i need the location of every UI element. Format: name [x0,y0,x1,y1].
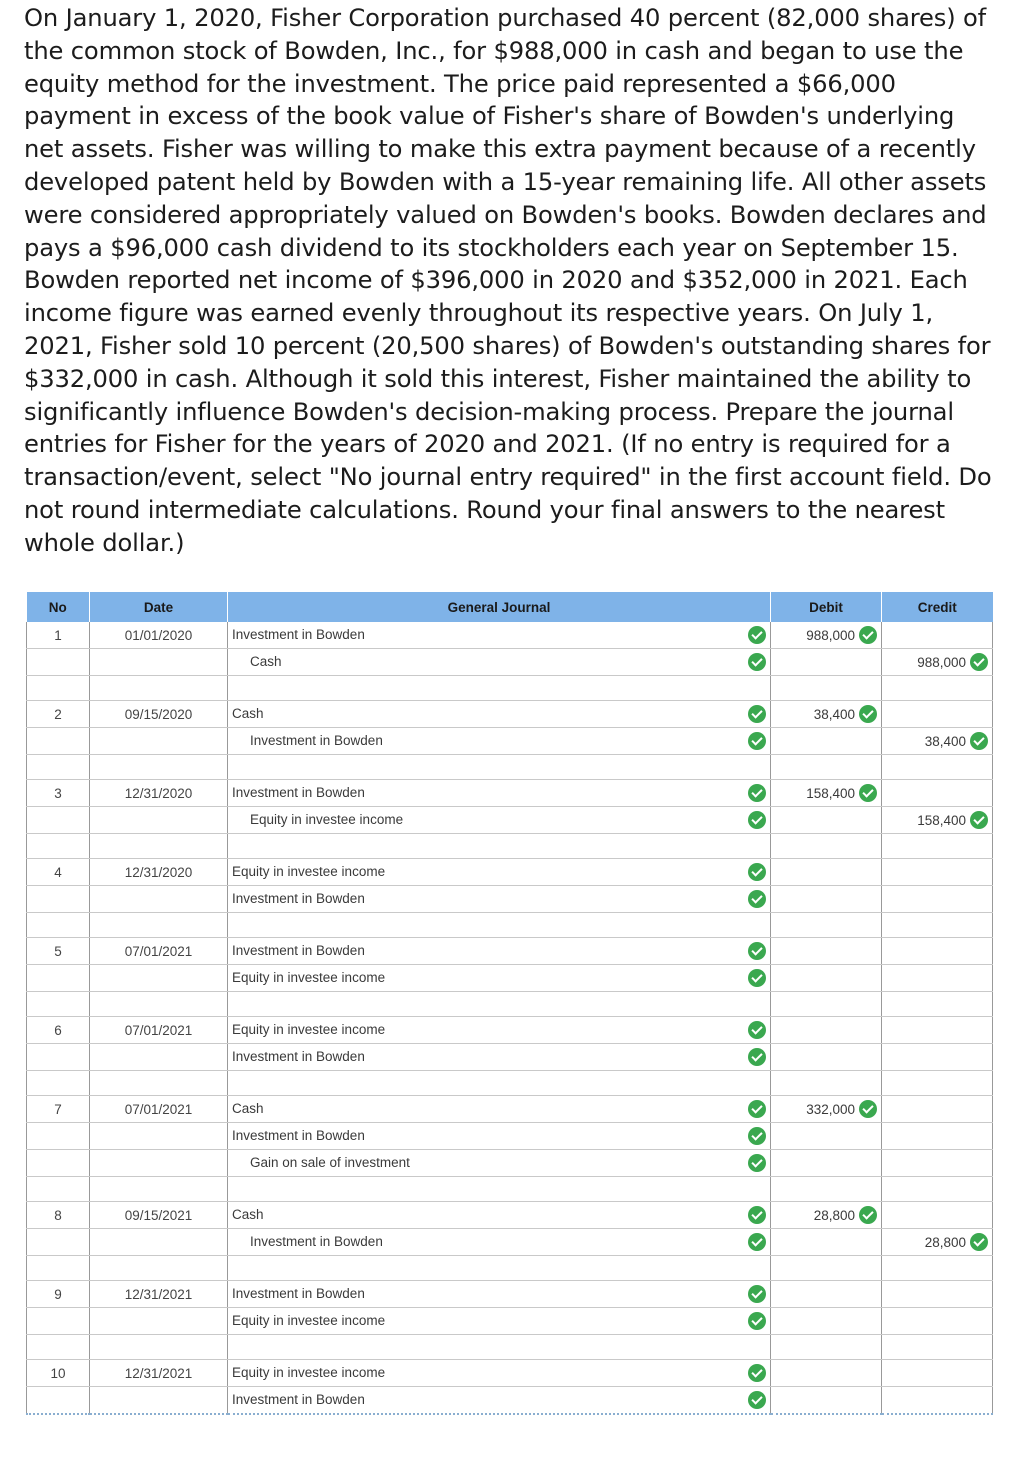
check-circle-icon [748,1021,766,1039]
empty-cell [27,1177,90,1202]
entry-number [27,1387,90,1415]
empty-cell [228,834,771,859]
account-name: Investment in Bowden [232,1049,365,1064]
account-select[interactable] [228,701,770,727]
journal-line-row [27,701,993,728]
empty-cell [882,834,993,859]
account-select[interactable] [228,1308,770,1334]
journal-spacer-row [27,913,993,938]
credit-cell[interactable] [882,1387,993,1415]
credit-cell[interactable] [882,965,993,992]
account-select[interactable] [228,938,770,964]
credit-cell[interactable] [882,1308,993,1335]
entry-date: 09/15/2020 [90,701,228,728]
empty-cell [771,1256,882,1281]
account-name: Investment in Bowden [232,1286,365,1301]
credit-cell[interactable] [882,1202,993,1229]
check-circle-icon [748,1048,766,1066]
entry-date: 12/31/2021 [90,1360,228,1387]
account-select[interactable] [228,1360,770,1386]
entry-number [27,1308,90,1335]
journal-line-row [27,807,993,834]
entry-number [27,1150,90,1177]
debit-cell[interactable] [771,1096,882,1123]
credit-amount[interactable]: 38,400 [924,733,966,749]
entry-number [27,1229,90,1256]
empty-cell [228,1335,771,1360]
debit-cell[interactable] [771,649,882,676]
empty-cell [90,913,228,938]
empty-cell [882,1335,993,1360]
credit-cell[interactable] [882,649,993,676]
journal-line-row [27,1123,993,1150]
empty-cell [90,755,228,780]
entry-number [27,1044,90,1071]
journal-line-row [27,728,993,755]
entry-date [90,1308,228,1335]
header-general-journal: General Journal [228,592,771,622]
account-cell[interactable] [228,859,771,886]
entry-date [90,965,228,992]
debit-amount[interactable]: 158,400 [806,785,855,801]
account-name: Investment in Bowden [232,1128,365,1143]
account-name: Cash [232,1207,264,1222]
empty-cell [771,834,882,859]
entry-date [90,807,228,834]
journal-line-row [27,1360,993,1387]
debit-cell[interactable] [771,859,882,886]
entry-date [90,1387,228,1415]
empty-cell [771,913,882,938]
check-circle-icon [748,1127,766,1145]
journal-line-row [27,1017,993,1044]
empty-cell [228,1256,771,1281]
entry-number: 5 [27,938,90,965]
empty-cell [90,676,228,701]
debit-cell[interactable] [771,965,882,992]
entry-date [90,1150,228,1177]
account-name: Equity in investee income [232,1313,386,1328]
account-cell[interactable] [228,1308,771,1335]
account-cell[interactable] [228,965,771,992]
entry-number: 2 [27,701,90,728]
entry-date: 12/31/2021 [90,1281,228,1308]
credit-amount[interactable]: 28,800 [924,1234,966,1250]
account-cell[interactable] [228,807,771,834]
journal-line-row [27,1096,993,1123]
credit-amount[interactable]: 158,400 [917,812,966,828]
entry-number: 10 [27,1360,90,1387]
header-credit: Credit [882,592,993,622]
credit-cell[interactable] [882,886,993,913]
journal-line-row [27,1202,993,1229]
entry-number: 4 [27,859,90,886]
check-circle-icon [748,1100,766,1118]
check-circle-icon [748,653,766,671]
check-circle-icon [970,1233,988,1251]
empty-cell [771,1071,882,1096]
credit-cell[interactable] [882,859,993,886]
journal-body [27,622,993,1414]
entry-number: 9 [27,1281,90,1308]
entry-number: 1 [27,622,90,649]
debit-cell[interactable] [771,1229,882,1256]
check-circle-icon [970,811,988,829]
debit-cell[interactable] [771,701,882,728]
entry-date: 09/15/2021 [90,1202,228,1229]
empty-cell [771,992,882,1017]
check-circle-icon [859,1100,877,1118]
account-name: Investment in Bowden [232,785,365,800]
account-select[interactable] [228,859,770,885]
account-select[interactable] [228,886,770,912]
entry-date: 12/31/2020 [90,859,228,886]
check-circle-icon [748,705,766,723]
credit-cell[interactable] [882,1150,993,1177]
check-circle-icon [748,1391,766,1409]
account-cell[interactable] [228,728,771,755]
debit-amount[interactable]: 988,000 [806,627,855,643]
account-cell[interactable] [228,938,771,965]
entry-number [27,649,90,676]
entry-date [90,649,228,676]
debit-cell[interactable] [771,1387,882,1415]
account-select[interactable] [228,728,770,754]
journal-line-row [27,859,993,886]
entry-number: 8 [27,1202,90,1229]
entry-number [27,1123,90,1150]
empty-cell [27,1071,90,1096]
empty-cell [882,755,993,780]
empty-cell [882,913,993,938]
entry-number [27,965,90,992]
debit-cell[interactable] [771,1360,882,1387]
account-cell[interactable] [228,1123,771,1150]
journal-spacer-row [27,1071,993,1096]
journal-line-row [27,649,993,676]
account-select[interactable] [228,780,770,806]
journal-spacer-row [27,755,993,780]
account-name: Equity in investee income [250,812,404,827]
empty-cell [27,992,90,1017]
account-select[interactable] [228,1281,770,1307]
general-journal-table [26,592,993,1415]
entry-date: 07/01/2021 [90,1096,228,1123]
check-circle-icon [859,626,877,644]
empty-cell [228,755,771,780]
debit-cell[interactable] [771,1308,882,1335]
account-select[interactable] [228,807,770,833]
debit-amount[interactable]: 332,000 [806,1101,855,1117]
entry-number: 3 [27,780,90,807]
empty-cell [882,676,993,701]
account-cell[interactable] [228,1044,771,1071]
empty-cell [882,1071,993,1096]
debit-cell[interactable] [771,780,882,807]
account-name: Investment in Bowden [250,1234,383,1249]
journal-line-row [27,780,993,807]
account-select[interactable] [228,622,770,648]
check-circle-icon [748,732,766,750]
journal-spacer-row [27,676,993,701]
account-select[interactable] [228,649,770,675]
credit-cell[interactable] [882,728,993,755]
empty-cell [27,913,90,938]
check-circle-icon [748,811,766,829]
empty-cell [882,1256,993,1281]
empty-cell [771,676,882,701]
entry-date [90,1229,228,1256]
entry-number: 6 [27,1017,90,1044]
empty-cell [882,992,993,1017]
journal-spacer-row [27,1177,993,1202]
account-cell[interactable] [228,1017,771,1044]
empty-cell [228,676,771,701]
journal-spacer-row [27,992,993,1017]
check-circle-icon [859,1206,877,1224]
account-name: Investment in Bowden [232,891,365,906]
entry-date: 07/01/2021 [90,938,228,965]
journal-line-row [27,622,993,649]
empty-cell [771,755,882,780]
account-name: Cash [232,1101,264,1116]
empty-cell [228,1071,771,1096]
header-debit: Debit [771,592,882,622]
empty-cell [90,1335,228,1360]
empty-cell [27,834,90,859]
entry-date [90,1123,228,1150]
entry-number [27,728,90,755]
debit-amount[interactable]: 38,400 [813,706,855,722]
debit-cell[interactable] [771,622,882,649]
check-circle-icon [748,1364,766,1382]
account-name: Investment in Bowden [232,627,365,642]
journal-spacer-row [27,834,993,859]
header-date: Date [90,592,228,622]
account-cell[interactable] [228,886,771,913]
check-circle-icon [859,705,877,723]
check-circle-icon [970,653,988,671]
account-select[interactable] [228,1096,770,1122]
check-circle-icon [748,1233,766,1251]
account-name: Investment in Bowden [232,943,365,958]
journal-line-row [27,1044,993,1071]
account-cell[interactable] [228,1229,771,1256]
check-circle-icon [748,969,766,987]
account-cell[interactable] [228,1096,771,1123]
account-cell[interactable] [228,1281,771,1308]
credit-cell[interactable] [882,780,993,807]
empty-cell [228,992,771,1017]
account-name: Cash [232,706,264,721]
credit-cell[interactable] [882,938,993,965]
empty-cell [771,1177,882,1202]
empty-cell [771,1335,882,1360]
check-circle-icon [748,784,766,802]
account-name: Equity in investee income [232,1022,386,1037]
account-select[interactable] [228,1150,770,1176]
entry-date: 07/01/2021 [90,1017,228,1044]
check-circle-icon [970,732,988,750]
account-name: Equity in investee income [232,864,386,879]
question-text: On January 1, 2020, Fisher Corporation purchased 40 percent (82,000 shares) of the common stock of Bowden, Inc., for $988,000 in cash and began to use the equity method for the investment. The price paid represented a $66,000 payment in excess of the book value of Fisher's share of Bowden's underlying net assets. Fisher was willing to make this extra payment because of a recently developed patent held by Bowden with a 15-year remaining life. All other assets were considered appropriately valued on Bowden's books. Bowden declares and pays a $96,000 cash dividend to its stockholders each year on September 15. Bowden reported net income of $396,000 in 2020 and $352,000 in 2021. Each income figure was earned evenly throughout its respective years. On July 1, 2021, Fisher sold 10 percent (20,500 shares) of Bowden's outstanding shares for $332,000 in cash. Although it sold this interest, Fisher maintained the ability to significantly influence Bowden's decision-making process. Prepare the journal entries for Fisher for the years of 2020 and 2021. (If no entry is required for a transaction/event, select "No journal entry required" in the first account field. Do not round intermediate calculations. Round your final answers to the nearest whole dollar.) [24,4,992,557]
credit-cell[interactable] [882,1229,993,1256]
account-name: Equity in investee income [232,1365,386,1380]
credit-cell[interactable] [882,1123,993,1150]
account-select[interactable] [228,1229,770,1255]
debit-cell[interactable] [771,938,882,965]
debit-cell[interactable] [771,1202,882,1229]
journal-spacer-row [27,1256,993,1281]
check-circle-icon [748,626,766,644]
empty-cell [90,1256,228,1281]
empty-cell [27,676,90,701]
empty-cell [27,755,90,780]
entry-date: 12/31/2020 [90,780,228,807]
journal-spacer-row [27,1335,993,1360]
journal-line-row [27,1308,993,1335]
debit-cell[interactable] [771,1044,882,1071]
credit-cell[interactable] [882,807,993,834]
account-name: Gain on sale of investment [250,1155,410,1170]
debit-cell[interactable] [771,1150,882,1177]
journal-line-row [27,938,993,965]
check-circle-icon [748,890,766,908]
credit-cell[interactable] [882,1096,993,1123]
account-name: Cash [250,654,282,669]
debit-amount[interactable]: 28,800 [813,1207,855,1223]
empty-cell [27,1335,90,1360]
debit-cell[interactable] [771,807,882,834]
check-circle-icon [748,863,766,881]
account-select[interactable] [228,965,770,991]
debit-cell[interactable] [771,1123,882,1150]
credit-cell[interactable] [882,1017,993,1044]
credit-cell[interactable] [882,1044,993,1071]
journal-line-row [27,886,993,913]
account-cell[interactable] [228,1150,771,1177]
credit-cell[interactable] [882,1360,993,1387]
credit-cell[interactable] [882,701,993,728]
account-select[interactable] [228,1017,770,1043]
account-cell[interactable] [228,622,771,649]
empty-cell [90,992,228,1017]
debit-cell[interactable] [771,728,882,755]
entry-number: 7 [27,1096,90,1123]
debit-cell[interactable] [771,1281,882,1308]
empty-cell [90,1071,228,1096]
journal-line-row [27,1281,993,1308]
credit-cell[interactable] [882,622,993,649]
check-circle-icon [748,1312,766,1330]
entry-number [27,807,90,834]
journal-line-row [27,1387,993,1415]
empty-cell [90,834,228,859]
entry-date [90,886,228,913]
journal-header-row [27,592,993,622]
empty-cell [882,1177,993,1202]
account-cell[interactable] [228,780,771,807]
account-cell[interactable] [228,1387,771,1415]
account-select[interactable] [228,1044,770,1070]
journal-line-row [27,965,993,992]
check-circle-icon [748,942,766,960]
entry-number [27,886,90,913]
empty-cell [27,1256,90,1281]
account-name: Investment in Bowden [250,733,383,748]
check-circle-icon [748,1206,766,1224]
account-name: Equity in investee income [232,970,386,985]
check-circle-icon [748,1154,766,1172]
account-select[interactable] [228,1202,770,1228]
account-name: Investment in Bowden [232,1392,365,1407]
account-select[interactable] [228,1387,770,1413]
credit-cell[interactable] [882,1281,993,1308]
debit-cell[interactable] [771,886,882,913]
empty-cell [228,1177,771,1202]
journal-line-row [27,1229,993,1256]
entry-date: 01/01/2020 [90,622,228,649]
credit-amount[interactable]: 988,000 [917,654,966,670]
empty-cell [90,1177,228,1202]
account-cell[interactable] [228,1360,771,1387]
empty-cell [228,913,771,938]
account-cell[interactable] [228,649,771,676]
check-circle-icon [859,784,877,802]
journal-line-row [27,1150,993,1177]
debit-cell[interactable] [771,1017,882,1044]
account-select[interactable] [228,1123,770,1149]
account-cell[interactable] [228,1202,771,1229]
check-circle-icon [748,1285,766,1303]
entry-date [90,1044,228,1071]
account-cell[interactable] [228,701,771,728]
entry-date [90,728,228,755]
header-no: No [27,592,90,622]
